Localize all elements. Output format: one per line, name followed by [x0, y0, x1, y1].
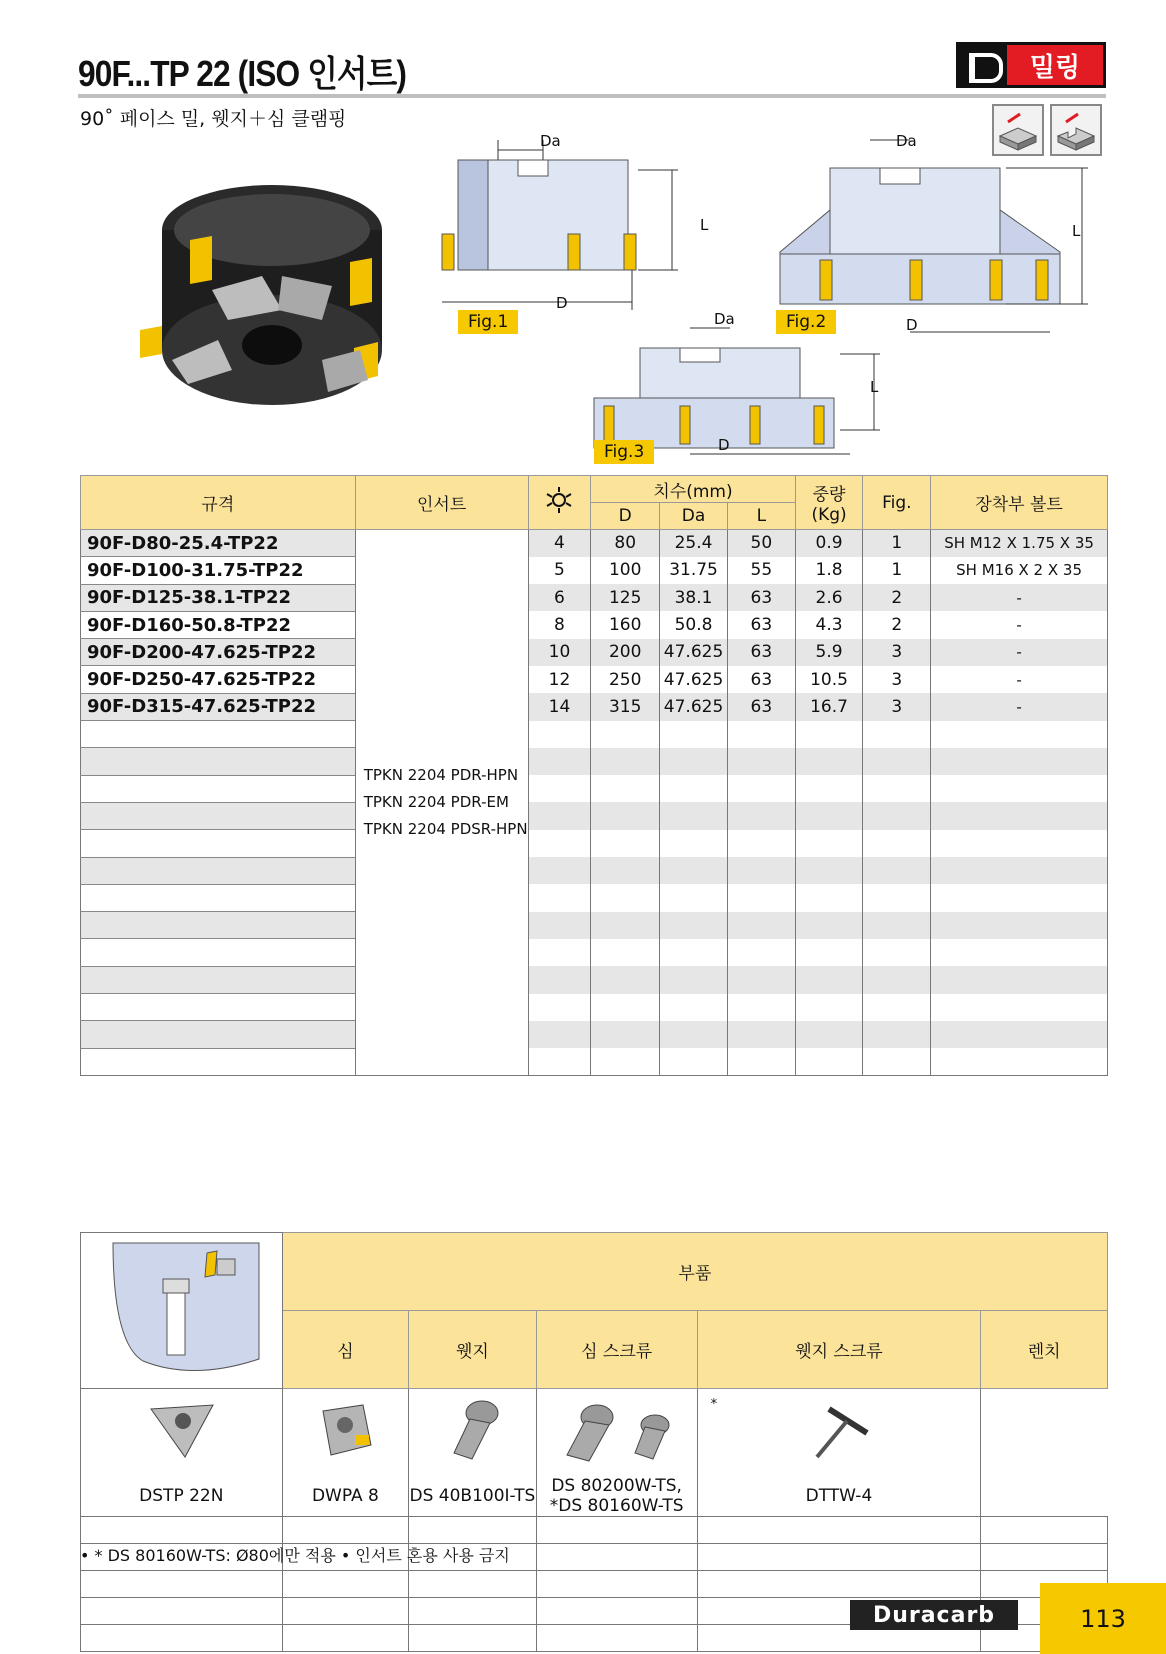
table-row: [81, 775, 1108, 802]
cell-l: [728, 721, 796, 748]
header-insert: 인서트: [355, 476, 528, 530]
header-da: Da: [660, 503, 728, 530]
cell-l: [728, 939, 796, 966]
cell-fig: [863, 912, 931, 939]
cell-l: 55: [728, 557, 796, 584]
cell-kg: [795, 912, 863, 939]
cell-da: [660, 748, 728, 775]
table-row: [81, 912, 1108, 939]
table-row: [81, 693, 1108, 720]
cell-z: [528, 1021, 591, 1048]
page-number: 113: [1040, 1583, 1166, 1654]
cell-da: [660, 912, 728, 939]
cell-da: [660, 802, 728, 829]
fig3-l-label: L: [870, 378, 879, 396]
header-spec: 규격: [81, 476, 356, 530]
table-row: [81, 994, 1108, 1021]
cell-da: [660, 939, 728, 966]
wrench-icon: [697, 1389, 981, 1476]
fig2-drawing: [770, 130, 1100, 340]
cell-d: 100: [591, 557, 660, 584]
insert-code: TPKN 2204 PDR-EM: [363, 792, 509, 811]
brand-badge: [956, 42, 1106, 88]
table-row: [81, 966, 1108, 993]
spec-code: [81, 966, 356, 993]
fig3-drawing: [590, 318, 890, 458]
cell-l: 63: [728, 666, 796, 693]
cell-l: [728, 802, 796, 829]
fig2-da-label: Da: [896, 132, 917, 150]
cell-kg: 10.5: [795, 666, 863, 693]
cell-d: 80: [591, 530, 660, 557]
cell-da: [660, 966, 728, 993]
cell-l: 63: [728, 639, 796, 666]
cell-fig: 3: [863, 693, 931, 720]
table-row: [81, 666, 1108, 693]
cell-z: 12: [528, 666, 591, 693]
cell-fig: 2: [863, 584, 931, 611]
spec-code: [81, 1048, 356, 1075]
cell-kg: [795, 1021, 863, 1048]
cell-bolt: [931, 1048, 1108, 1075]
cell-l: 63: [728, 584, 796, 611]
header-weight: 중량 (Kg): [795, 476, 863, 530]
cell-fig: [863, 721, 931, 748]
footnote: • * DS 80160W-TS: Ø80에만 적용 • 인서트 혼용 사용 금지: [80, 1546, 510, 1565]
spec-code: [81, 721, 356, 748]
cell-l: [728, 857, 796, 884]
table-row: [81, 748, 1108, 775]
cell-bolt: [931, 884, 1108, 911]
cell-fig: 1: [863, 530, 931, 557]
cell-d: 250: [591, 666, 660, 693]
parts-header-wedge-screw: 웻지 스크류: [697, 1311, 981, 1389]
cell-da: [660, 1021, 728, 1048]
cell-fig: [863, 775, 931, 802]
cell-z: [528, 912, 591, 939]
cell-kg: [795, 830, 863, 857]
cell-z: [528, 939, 591, 966]
cell-d: [591, 748, 660, 775]
spec-code: 90F-D160-50.8-TP22: [81, 611, 356, 638]
cell-bolt: SH M12 X 1.75 X 35: [931, 530, 1108, 557]
cell-fig: [863, 994, 931, 1021]
spec-code: 90F-D250-47.625-TP22: [81, 666, 356, 693]
parts-group-header: 부품: [282, 1233, 1107, 1311]
table-row: [81, 639, 1108, 666]
table-row: [81, 802, 1108, 829]
cell-l: [728, 912, 796, 939]
cell-kg: 1.8: [795, 557, 863, 584]
table-row: [81, 857, 1108, 884]
duracarb-logo: Duracarb: [850, 1600, 1018, 1630]
parts-empty-row: [81, 1570, 1108, 1597]
cell-bolt: [931, 912, 1108, 939]
cell-d: [591, 775, 660, 802]
table-row: [81, 1021, 1108, 1048]
cell-bolt: [931, 966, 1108, 993]
cell-l: 63: [728, 693, 796, 720]
cell-z: [528, 966, 591, 993]
cell-fig: [863, 1048, 931, 1075]
fig1-l-label: L: [700, 216, 709, 234]
fig2-l-label: L: [1072, 222, 1081, 240]
cell-kg: 16.7: [795, 693, 863, 720]
table-row: [81, 557, 1108, 584]
cell-fig: 2: [863, 611, 931, 638]
cell-z: 6: [528, 584, 591, 611]
cell-fig: [863, 1021, 931, 1048]
title-divider: [78, 94, 1106, 98]
table-row: [81, 530, 1108, 557]
cell-d: [591, 884, 660, 911]
shim-code: DSTP 22N: [81, 1476, 283, 1517]
cell-da: [660, 775, 728, 802]
cell-z: [528, 1048, 591, 1075]
spec-code: [81, 939, 356, 966]
clamping-diagram: [81, 1233, 283, 1389]
cell-da: [660, 1048, 728, 1075]
cell-z: [528, 802, 591, 829]
cell-bolt: [931, 857, 1108, 884]
cell-z: [528, 830, 591, 857]
cell-bolt: SH M16 X 2 X 35: [931, 557, 1108, 584]
cell-kg: [795, 748, 863, 775]
cell-kg: 0.9: [795, 530, 863, 557]
cell-da: [660, 884, 728, 911]
spec-code: 90F-D200-47.625-TP22: [81, 639, 356, 666]
cell-fig: [863, 748, 931, 775]
shim-screw-icon: [409, 1389, 536, 1476]
cell-fig: [863, 830, 931, 857]
spec-code: [81, 912, 356, 939]
cell-z: 5: [528, 557, 591, 584]
wedge-screw-code: DS 80200W-TS, *DS 80160W-TS: [536, 1476, 697, 1517]
cell-kg: [795, 939, 863, 966]
cell-bolt: [931, 802, 1108, 829]
cell-d: [591, 857, 660, 884]
cell-kg: [795, 966, 863, 993]
cell-fig: 3: [863, 666, 931, 693]
fig3-d-label: D: [718, 436, 730, 454]
cell-da: 38.1: [660, 584, 728, 611]
cell-l: [728, 748, 796, 775]
cell-bolt: [931, 994, 1108, 1021]
spec-code: 90F-D315-47.625-TP22: [81, 693, 356, 720]
cell-d: [591, 966, 660, 993]
spec-code: 90F-D125-38.1-TP22: [81, 584, 356, 611]
header-d: D: [591, 503, 660, 530]
cell-da: [660, 721, 728, 748]
parts-empty-row: [81, 1516, 1108, 1543]
cell-kg: 4.3: [795, 611, 863, 638]
insert-list: [355, 530, 528, 1076]
cell-da: 47.625: [660, 639, 728, 666]
brand-label: 밀링: [1007, 45, 1103, 85]
cell-da: 50.8: [660, 611, 728, 638]
cell-z: [528, 994, 591, 1021]
table-row: [81, 1048, 1108, 1075]
cell-d: [591, 721, 660, 748]
cell-fig: 3: [863, 639, 931, 666]
cell-bolt: -: [931, 611, 1108, 638]
cell-z: 14: [528, 693, 591, 720]
cell-kg: [795, 994, 863, 1021]
cell-bolt: -: [931, 666, 1108, 693]
table-row: [81, 611, 1108, 638]
fig2-d-label: D: [906, 316, 918, 334]
spec-code: [81, 802, 356, 829]
parts-header-wrench: 렌치: [981, 1311, 1108, 1389]
cell-d: 200: [591, 639, 660, 666]
cell-fig: [863, 884, 931, 911]
cell-da: 47.625: [660, 693, 728, 720]
cell-kg: [795, 884, 863, 911]
cell-z: [528, 775, 591, 802]
fig3-label: Fig.3: [594, 440, 654, 464]
cell-z: 4: [528, 530, 591, 557]
spec-table: [80, 475, 1108, 1076]
cell-bolt: -: [931, 639, 1108, 666]
cell-da: [660, 994, 728, 1021]
cell-bolt: [931, 721, 1108, 748]
cell-z: [528, 748, 591, 775]
cell-d: [591, 1048, 660, 1075]
spec-code: [81, 1021, 356, 1048]
spec-code: 90F-D80-25.4-TP22: [81, 530, 356, 557]
brand-d-logo-icon: [959, 45, 1007, 85]
cell-l: 50: [728, 530, 796, 557]
header-fig: Fig.: [863, 476, 931, 530]
cell-bolt: -: [931, 584, 1108, 611]
cell-z: [528, 884, 591, 911]
header-dims: 치수(mm): [591, 476, 795, 503]
parts-header-shim: 심: [282, 1311, 409, 1389]
spec-code: [81, 775, 356, 802]
cell-z: [528, 721, 591, 748]
cell-d: 125: [591, 584, 660, 611]
cell-l: 63: [728, 611, 796, 638]
spec-code: [81, 830, 356, 857]
cell-fig: [863, 939, 931, 966]
cell-kg: 2.6: [795, 584, 863, 611]
cell-da: 31.75: [660, 557, 728, 584]
cell-l: [728, 1021, 796, 1048]
shim-icon: [81, 1389, 283, 1476]
wrench-code: DTTW-4: [697, 1476, 981, 1517]
cell-d: [591, 939, 660, 966]
cell-bolt: [931, 1021, 1108, 1048]
parts-header-shim-screw: 심 스크류: [536, 1311, 697, 1389]
table-row: [81, 584, 1108, 611]
cell-d: 160: [591, 611, 660, 638]
cell-fig: [863, 857, 931, 884]
spec-code: [81, 748, 356, 775]
cell-fig: [863, 802, 931, 829]
wedge-screw-icon: [536, 1389, 718, 1476]
fig1-drawing: [428, 130, 708, 310]
fig1-da-label: Da: [540, 132, 561, 150]
insert-code: TPKN 2204 PDR-HPN: [363, 765, 519, 784]
table-row: [81, 884, 1108, 911]
cell-fig: [863, 966, 931, 993]
table-row: [81, 830, 1108, 857]
spec-code: [81, 884, 356, 911]
cell-da: [660, 857, 728, 884]
table-row: [81, 721, 1108, 748]
parts-table: [80, 1232, 1108, 1652]
wedge-icon: [282, 1389, 409, 1476]
cell-bolt: [931, 830, 1108, 857]
cell-bolt: -: [931, 693, 1108, 720]
cell-kg: [795, 775, 863, 802]
fig1-d-label: D: [556, 294, 568, 312]
insert-code: TPKN 2204 PDSR-HPN: [363, 819, 528, 838]
shim-screw-code: DS 40B100I-TS: [409, 1476, 536, 1517]
cell-kg: [795, 1048, 863, 1075]
cell-l: [728, 884, 796, 911]
cell-l: [728, 994, 796, 1021]
teeth-count-icon: [528, 476, 591, 530]
parts-header-wedge: 웻지: [409, 1311, 536, 1389]
cutter-photo: [132, 170, 412, 420]
wedge-screw-asterisk: *: [710, 1397, 718, 1412]
cell-d: [591, 802, 660, 829]
cell-d: [591, 994, 660, 1021]
spec-code: 90F-D100-31.75-TP22: [81, 557, 356, 584]
cell-z: [528, 857, 591, 884]
cell-z: 10: [528, 639, 591, 666]
table-row: [81, 939, 1108, 966]
header-l: L: [728, 503, 796, 530]
cell-bolt: [931, 775, 1108, 802]
cell-kg: [795, 857, 863, 884]
cell-d: [591, 1021, 660, 1048]
fig3-da-label: Da: [714, 310, 735, 328]
fig1-label: Fig.1: [458, 310, 518, 334]
cell-l: [728, 1048, 796, 1075]
cell-l: [728, 830, 796, 857]
cell-l: [728, 966, 796, 993]
cell-l: [728, 775, 796, 802]
cell-da: [660, 830, 728, 857]
cell-da: 25.4: [660, 530, 728, 557]
cell-d: 315: [591, 693, 660, 720]
cell-d: [591, 830, 660, 857]
cell-z: 8: [528, 611, 591, 638]
page-subtitle: 90˚ 페이스 밀, 웻지＋심 클램핑: [80, 108, 347, 130]
cell-da: 47.625: [660, 666, 728, 693]
cell-fig: 1: [863, 557, 931, 584]
spec-code: [81, 994, 356, 1021]
cell-kg: 5.9: [795, 639, 863, 666]
cell-bolt: [931, 939, 1108, 966]
spec-code: [81, 857, 356, 884]
page-title: 90F...TP 22 (ISO 인서트): [78, 53, 407, 94]
cell-kg: [795, 802, 863, 829]
cell-bolt: [931, 748, 1108, 775]
cell-kg: [795, 721, 863, 748]
cell-d: [591, 912, 660, 939]
header-bolt: 장착부 볼트: [931, 476, 1108, 530]
fig2-label: Fig.2: [776, 310, 836, 334]
wedge-code: DWPA 8: [282, 1476, 409, 1517]
